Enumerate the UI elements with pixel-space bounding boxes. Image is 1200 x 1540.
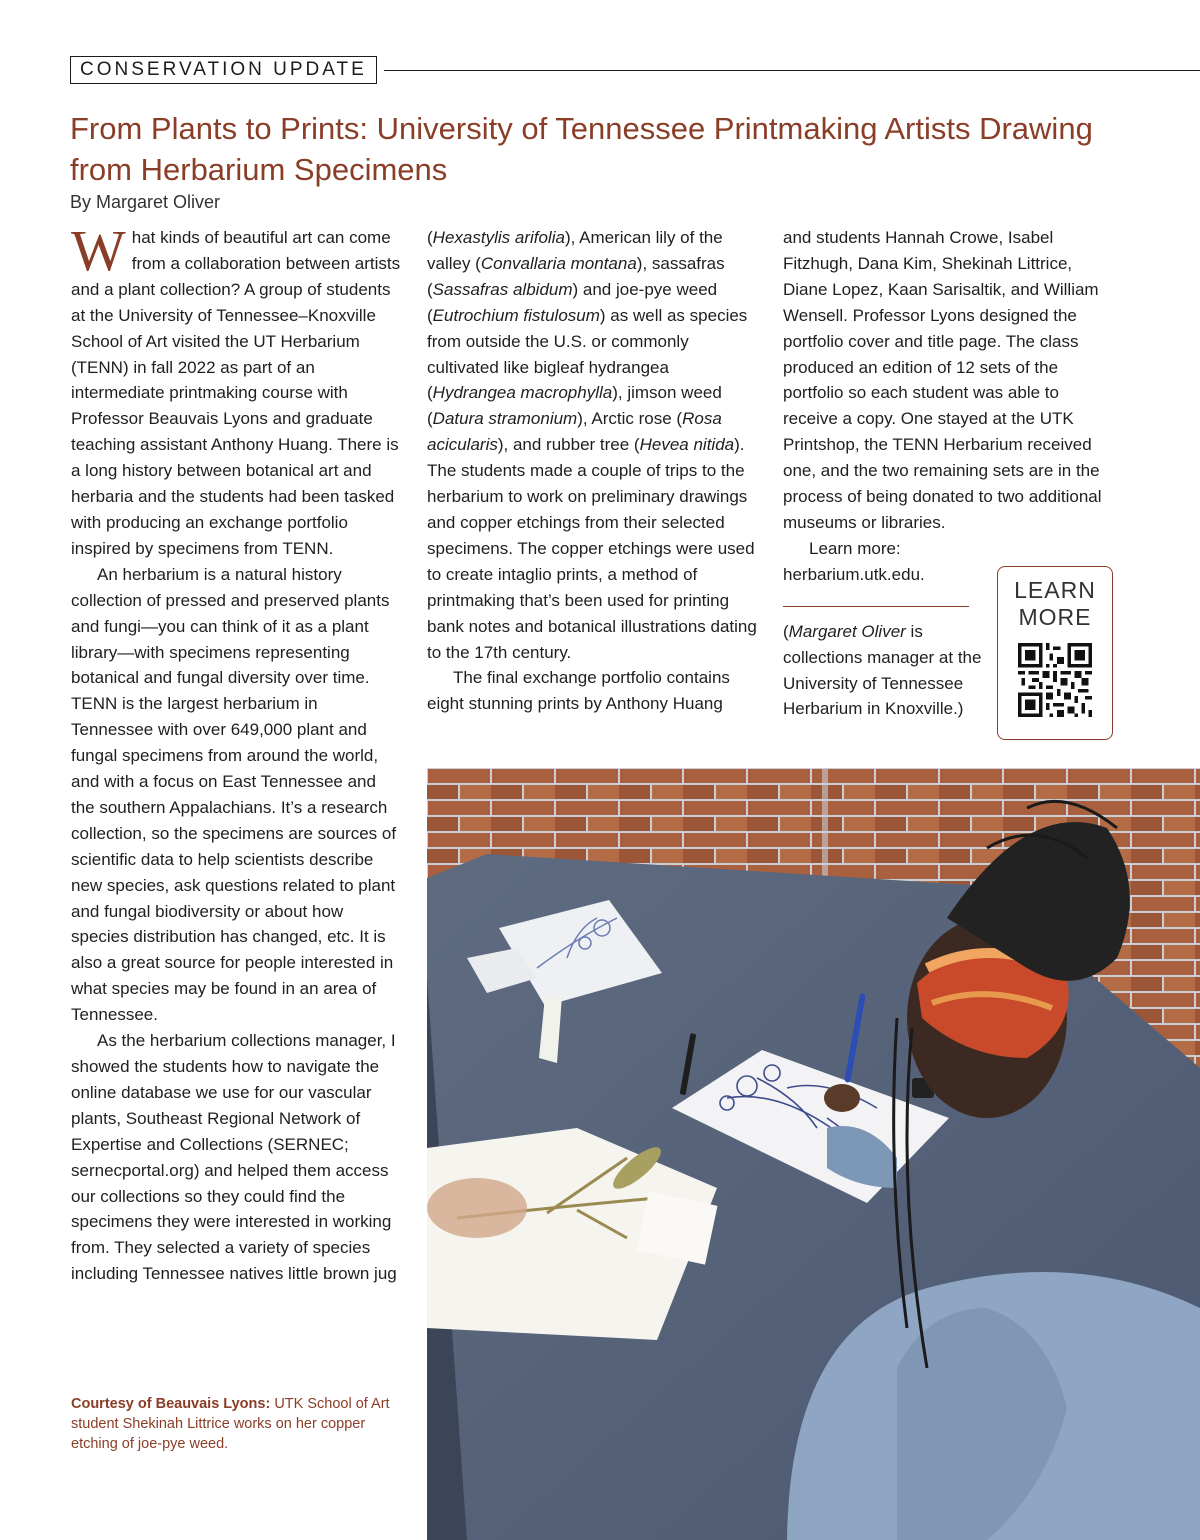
photo-caption <box>71 1394 401 1454</box>
student-photo-illustration <box>427 768 1200 1540</box>
column-1 <box>71 218 401 1287</box>
paragraph-intro <box>71 218 401 562</box>
paragraph-portfolio: The final exchange portfolio contains eight stunning prints by Anthony Huang <box>427 668 730 714</box>
student-photo <box>427 768 1200 1540</box>
species-name: Eutrochium fistulosum <box>432 305 600 325</box>
paragraph-students: and students Hannah Crowe, Isabel Fitzhugh, Dana Kim, Shekinah Littrice, Diane Lopez, Kaan Sarisaltik, and William Wensell. Professor Lyons designed the portfolio cover and title page. The class produced an edition of 12 sets of the portfolio so each student was able to receive a copy. One stayed at the UTK Printshop, the TENN Herbarium received one, and the two remaining sets are in the process of being donated to two additional museums or libraries. <box>783 228 1102 532</box>
paragraph-species: (Hexastylis arifolia), American lily of the valley (Convallaria montana), sassafras (Sassafras albidum) and joe-pye weed (Eutrochium fistulosum) as well as species from outside the U.S. or commonly cultivated like bigleaf hydrangea (Hydrangea macrophylla), jimson weed (Datura stramonium), Arctic rose (Rosa acicularis), and rubber tree (Hevea nitida). The students made a couple of trips to the herbarium to work on preliminary drawings and copper etchings from their selected specimens. The copper etchings were used to create intaglio prints, a method of printmaking that’s been used for printing bank notes and botanical illustrations dating to the 17th century. <box>427 228 757 662</box>
learn-more-box[interactable] <box>997 566 1113 740</box>
species-name: Convallaria montana <box>480 253 637 273</box>
article-title: From Plants to Prints: University of Tennessee Printmaking Artists Drawing from Herbarium Specimens <box>70 111 1093 187</box>
column-3 <box>783 225 1102 722</box>
learn-more-text: Learn more: <box>809 538 901 558</box>
byline: By Margaret Oliver <box>70 192 221 212</box>
species-name: Hydrangea macrophylla <box>432 383 613 403</box>
photo-credit: Courtesy of Beauvais Lyons: <box>71 1396 271 1412</box>
species-name: Rosa acicularis <box>427 409 722 455</box>
caption-text: UTK School of Art student Shekinah Littrice works on her copper etching of joe-pye weed. <box>71 1396 390 1452</box>
paragraph-herbarium: An herbarium is a natural history collection of pressed and preserved plants and fungi—you can think of it as a plant library—with specimens representing botanical and fungal diversity over time. TENN is the largest herbarium in Tennessee with over 649,000 plant and fungal specimens from around the world, and with a focus on East Tennessee and the southern Appalachians. It’s a research collection, so the specimens are sources of scientific data to help scientists describe new species, ask questions related to plant and fungal biodiversity or about how species distribution has changed, etc. It is also a great source for people interested in what species may be found in an area of Tennessee. <box>71 564 397 1025</box>
author-bio: (Margaret Oliver is collections manager at the University of Tennessee Herbarium in Knoxville.) <box>783 621 982 719</box>
species-name: Hevea nitida <box>639 435 735 455</box>
qr-code-icon[interactable] <box>1018 643 1092 717</box>
species-name: Datura stramonium <box>432 409 578 429</box>
section-rule <box>384 70 1200 71</box>
learn-more-heading: LEARN MORE <box>1014 577 1096 630</box>
learn-more-link[interactable]: herbarium.utk.edu. <box>783 564 925 584</box>
species-name: Sassafras albidum <box>432 279 573 299</box>
column-2 <box>427 225 757 717</box>
author-name: Margaret Oliver <box>788 621 906 641</box>
species-name: Hexastylis arifolia <box>432 228 565 247</box>
paragraph-database: As the herbarium collections manager, I showed the students how to navigate the online database we use for our vascular plants, Southeast Regional Network of Expertise and Collections (SERNEC; sernecportal.org) and helped them access our collections so they could find the specimens they were interested in working from. They selected a variety of species including Tennessee natives little brown jug <box>71 1031 397 1284</box>
bio-divider <box>783 606 969 607</box>
drop-cap: W <box>71 218 126 283</box>
paragraph-intro-text: hat kinds of beautiful art can come from a collaboration between artists and a plant collection? A group of students at the University of Tennessee–Knoxville School of Art visited the UT Herbarium (TENN) in fall 2022 as part of an intermediate printmaking course with Professor Beauvais Lyons and graduate teaching assistant Anthony Huang. There is a long history between botanical art and herbaria and the students had been tasked with producing an exchange portfolio inspired by specimens from TENN. <box>71 228 401 558</box>
section-label: CONSERVATION UPDATE <box>70 56 377 84</box>
